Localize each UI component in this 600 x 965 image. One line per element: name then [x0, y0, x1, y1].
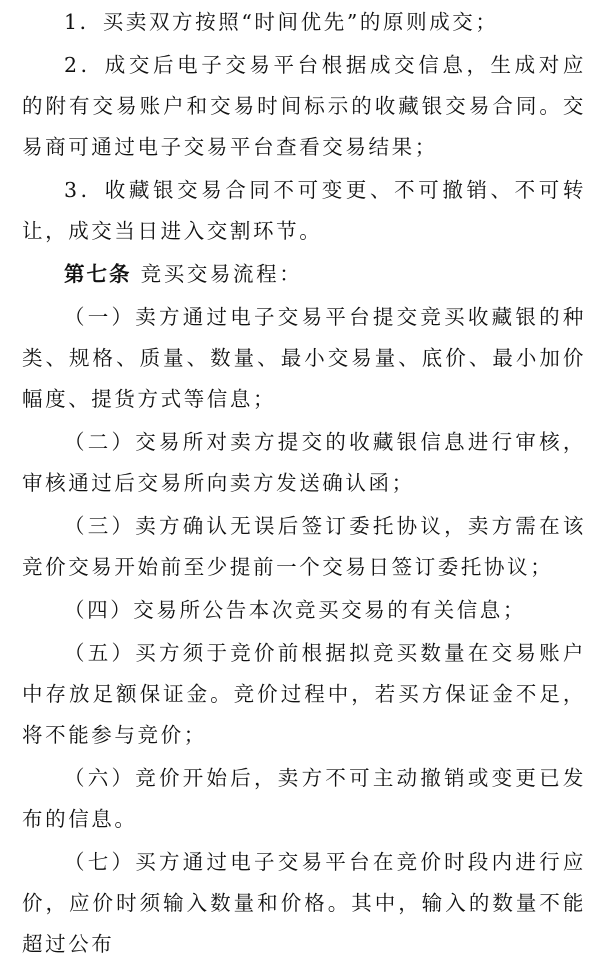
step-5: （五）买方须于竞价前根据拟竞买数量在交易账户中存放足额保证金。竞价过程中，若买方保证金不足，将不能参与竞价； — [22, 641, 586, 747]
article-subject: 竞买交易流程： — [140, 262, 303, 286]
clause-1: 1．买卖双方按照“时间优先”的原则成交； — [64, 10, 499, 34]
clause-2: 2．成交后电子交易平台根据成交信息，生成对应的附有交易账户和交易时间标示的收藏银交易合同。交易商可通过电子交易平台查看交易结果； — [22, 53, 586, 159]
article-heading — [22, 254, 586, 295]
step-1: （一）卖方通过电子交易平台提交竞买收藏银的种类、规格、质量、数量、最小交易量、底价、最小加价幅度、提货方式等信息； — [22, 305, 586, 411]
step-2: （二）交易所对卖方提交的收藏银信息进行审核，审核通过后交易所向卖方发送确认函； — [22, 430, 586, 495]
clause-3: 3．收藏银交易合同不可变更、不可撤销、不可转让，成交当日进入交割环节。 — [22, 178, 586, 243]
article-title: 第七条 — [64, 262, 132, 286]
step-6: （六）竞价开始后，卖方不可主动撤销或变更已发布的信息。 — [22, 766, 586, 831]
step-7: （七）买方通过电子交易平台在竞价时段内进行应价，应价时须输入数量和价格。其中，输入的数量不能超过公布 — [22, 850, 586, 956]
step-4: （四）交易所公告本次竞买交易的有关信息； — [64, 598, 526, 622]
step-3: （三）卖方确认无误后签订委托协议，卖方需在该竞价交易开始前至少提前一个交易日签订委托协议； — [22, 514, 586, 579]
